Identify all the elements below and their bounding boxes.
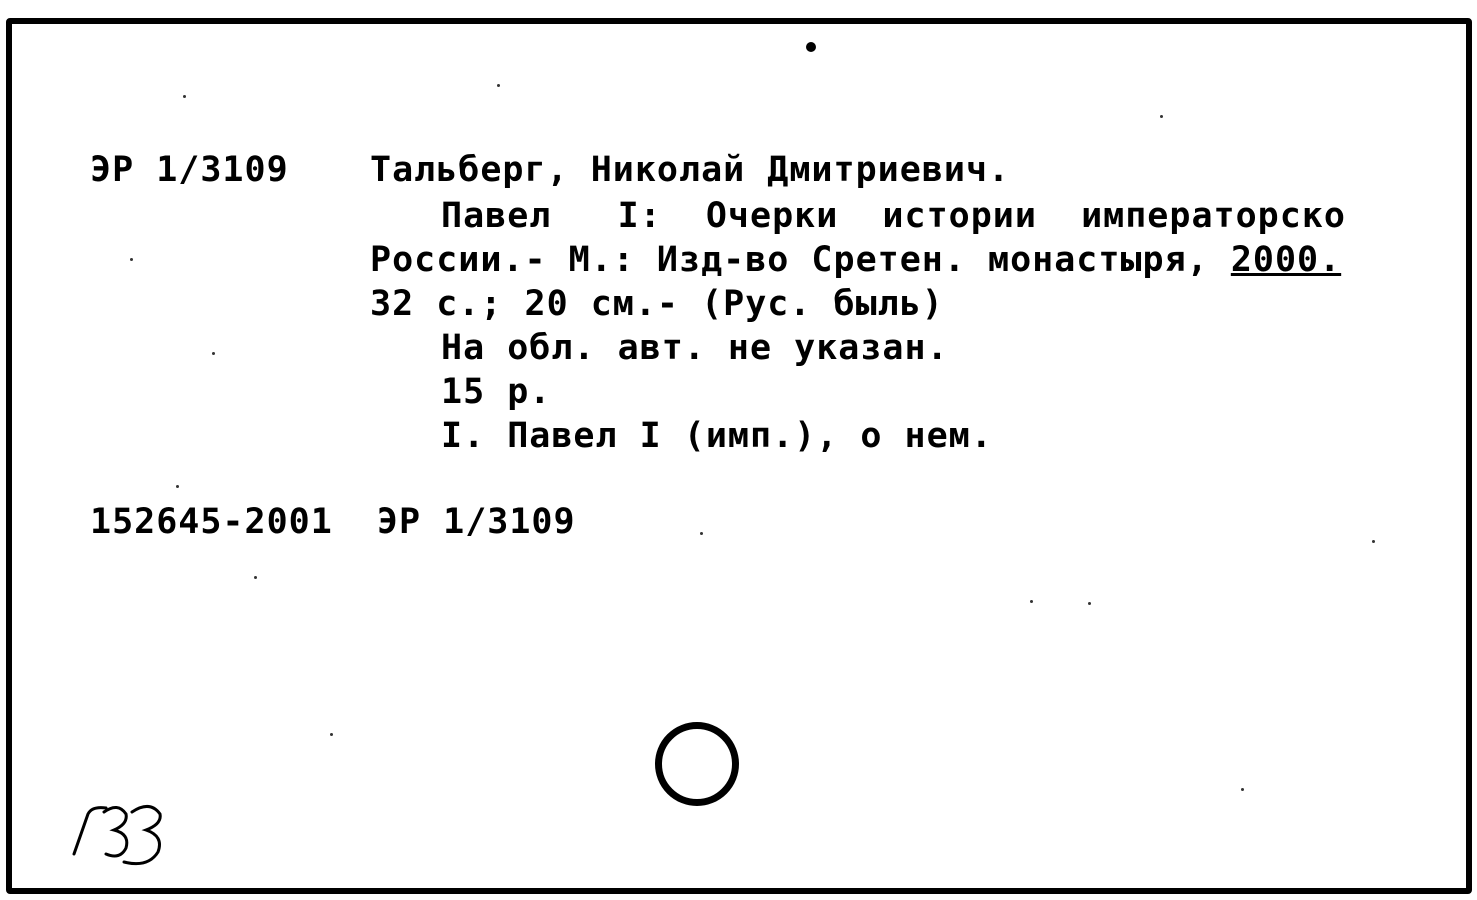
card-notch [806, 42, 816, 52]
author-heading: Тальберг, Николай Дмитриевич. [370, 150, 1011, 190]
speck [1241, 788, 1244, 791]
speck [176, 485, 179, 488]
speck [330, 733, 333, 736]
speck [1372, 540, 1375, 543]
subject-entry: I. Павел I (имп.), о нем. [441, 416, 993, 456]
speck [130, 258, 133, 261]
speck [1160, 115, 1163, 118]
speck [254, 576, 257, 579]
title-line-2 [370, 240, 1341, 280]
accession-number: 152645-2001 ЭР 1/3109 [90, 502, 576, 542]
publisher-text: России.- М.: Изд-во Сретен. монастыря, [370, 240, 1231, 280]
speck [1088, 602, 1091, 605]
speck [497, 84, 500, 87]
note-author: На обл. авт. не указан. [441, 328, 949, 368]
speck [700, 532, 703, 535]
speck [1030, 600, 1033, 603]
handwritten-mark [66, 792, 186, 887]
speck [212, 352, 215, 355]
speck [183, 95, 186, 98]
price: 15 р. [441, 372, 552, 412]
publication-year: 2000. [1230, 240, 1342, 280]
punch-hole [655, 722, 739, 806]
physical-description: 32 с.; 20 см.- (Рус. быль) [370, 284, 944, 324]
shelfmark: ЭР 1/3109 [90, 150, 289, 190]
title-line-1: Павел I: Очерки истории императорско [441, 196, 1346, 236]
